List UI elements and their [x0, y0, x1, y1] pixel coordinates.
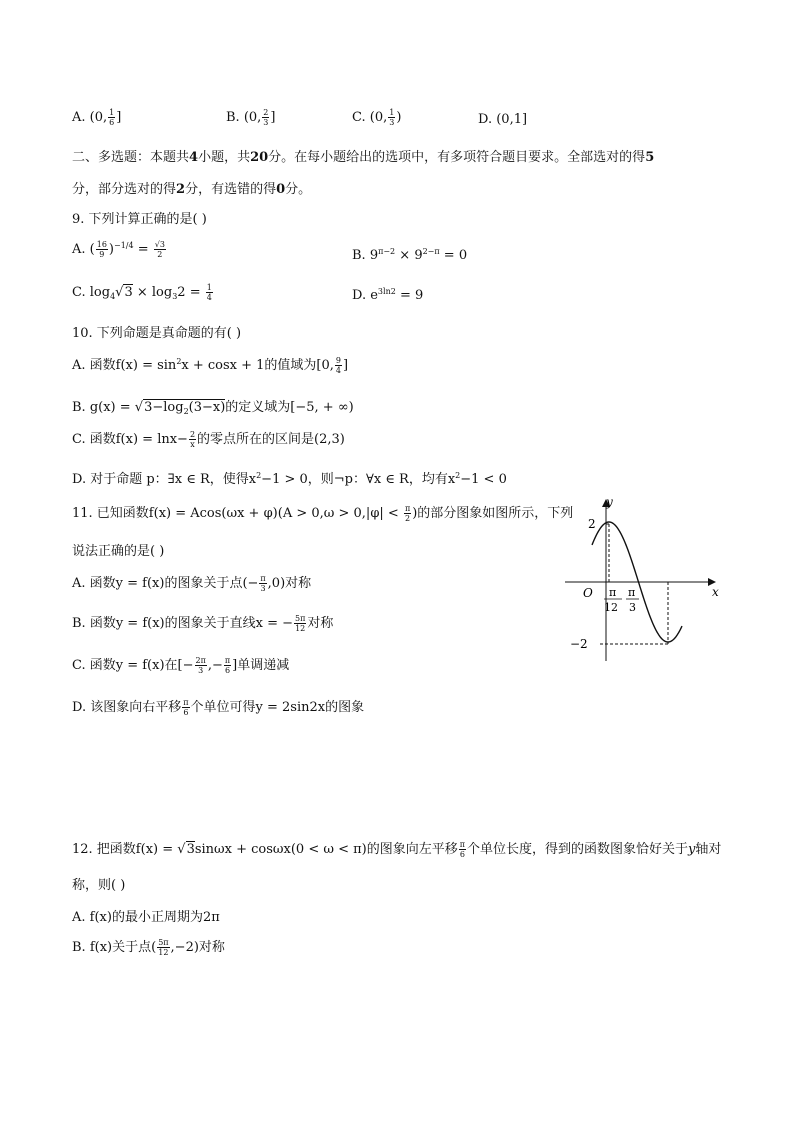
- exponent: 3ln2: [377, 287, 396, 296]
- x-axis-label: x: [712, 585, 719, 599]
- text: ]: [343, 358, 349, 373]
- denominator: 2: [157, 250, 163, 259]
- text: 对称: [307, 616, 334, 631]
- fraction: [108, 108, 115, 127]
- text: = 0: [439, 248, 468, 263]
- fraction: [157, 938, 169, 957]
- exponent: 2: [455, 471, 461, 480]
- text: (3−x): [188, 400, 226, 415]
- q9-option-c: C. $\log_4√3 \times \log_32$ = $\frac{1}{4}$: [72, 283, 212, 302]
- numerator: 2: [263, 108, 269, 117]
- denominator: 3: [263, 118, 269, 127]
- q12-option-a: A. f(x)的最小正周期为2π: [72, 910, 220, 925]
- numerator: 9: [335, 356, 342, 365]
- y-min-label: −2: [570, 637, 588, 651]
- fraction: [459, 840, 466, 859]
- fraction: [189, 430, 196, 449]
- tick-numerator: π: [609, 586, 617, 599]
- text: 11. 已知函数f(x) = Acos(ωx + φ)(A > 0,ω > 0,|φ| <: [72, 506, 403, 521]
- q9-stem: 9. 下列计算正确的是( ): [72, 212, 207, 227]
- exponent: −1/4: [114, 241, 134, 250]
- text: B. f(x)关于点(: [72, 940, 157, 955]
- text: 3−log: [144, 400, 184, 415]
- q10-option-b: B. $g(x) = √3-\log_2(3-x)$的定义域为[−5, + ∞): [72, 400, 354, 416]
- denominator: 6: [459, 850, 465, 859]
- numerator: 1: [389, 108, 395, 117]
- text: 0: [276, 182, 286, 197]
- text: D. 该图象向右平移: [72, 700, 182, 715]
- text: = 9: [395, 288, 424, 303]
- denominator: 12: [158, 948, 169, 957]
- option-d: D. (0,1]: [478, 112, 528, 127]
- q12-stem: 12. 把函数f(x) = √3sinωx + cosωx(0 < ω < π)的图象向左平移 $\frac{\pi}{6}$ 个单位长度，得到的函数图象恰好关于y轴对: [72, 840, 722, 859]
- text: sinωx + cosωx(0 < ω < π)的图象向左平移: [194, 842, 458, 857]
- text: 分。在每小题给出的选项中，有多项符合题目要求。全部选对的得: [268, 150, 646, 165]
- numerator: π: [404, 504, 411, 513]
- numerator: 2π: [195, 656, 206, 665]
- radicand: 3: [124, 285, 133, 300]
- text: ,−2)对称: [170, 940, 225, 955]
- denominator: 3: [260, 584, 266, 593]
- denominator: 4: [335, 366, 342, 375]
- text: 小题，共: [198, 150, 251, 165]
- text: ]单调递减: [232, 658, 290, 673]
- text: −1 < 0: [460, 472, 507, 487]
- text: 5: [645, 150, 655, 165]
- tick-denominator: 3: [629, 601, 636, 614]
- numerator: π: [459, 840, 465, 849]
- tick-numerator: π: [628, 586, 636, 599]
- fraction: [154, 240, 166, 259]
- subscript: 4: [110, 292, 116, 301]
- q9-option-b: [352, 248, 467, 263]
- option-label: C. (0,: [352, 110, 388, 125]
- numerator: 2: [189, 430, 196, 439]
- text: × 9: [395, 248, 423, 263]
- denominator: 9: [99, 250, 105, 259]
- option-b: [226, 108, 275, 127]
- fraction: [206, 283, 213, 302]
- y-axis-label: y: [606, 496, 613, 509]
- text: 轴对: [695, 842, 722, 857]
- text: A. (: [72, 242, 95, 257]
- text: x + cosx + 1的值域为[0,: [181, 358, 334, 373]
- option-c: [352, 108, 401, 127]
- text: 分，有选错的得: [185, 182, 277, 197]
- numerator: √3: [154, 240, 165, 249]
- option-label: B. (0,: [226, 110, 262, 125]
- text: 分，部分选对的得: [72, 182, 177, 197]
- text: 的定义域为[−5, + ∞): [225, 400, 354, 415]
- denominator: 2: [405, 514, 411, 523]
- denominator: 12: [295, 624, 306, 633]
- denominator: 3: [198, 666, 204, 675]
- section-header-line2: [72, 178, 311, 197]
- numerator: π: [224, 656, 231, 665]
- text: 个单位长度，得到的函数图象恰好关于: [467, 842, 689, 857]
- bracket: ): [396, 110, 402, 125]
- text: 的零点所在的区间是(2,3): [197, 432, 345, 447]
- text: A. 函数y = f(x)的图象关于点(−: [72, 576, 259, 591]
- denominator: 4: [206, 293, 212, 302]
- text: ,−: [207, 658, 223, 673]
- text: 12. 把函数f(x) =: [72, 842, 178, 857]
- fraction: [96, 240, 108, 259]
- fraction: [262, 108, 269, 127]
- fraction: [195, 656, 207, 675]
- text: 2: [176, 182, 186, 197]
- text: 分。: [285, 182, 312, 197]
- text: A. 函数f(x) = sin: [72, 358, 177, 373]
- q12-option-b: [72, 936, 225, 957]
- fraction: [294, 614, 306, 633]
- variable-y: y: [688, 842, 696, 857]
- text: 4: [189, 150, 199, 165]
- text: 个单位可得y = 2sin2x的图象: [190, 700, 365, 715]
- subscript: 2: [183, 407, 189, 416]
- option-a: [72, 108, 121, 127]
- radicand: 3: [186, 842, 195, 857]
- radicand: [143, 399, 225, 415]
- numerator: π: [183, 698, 189, 707]
- text: B. 9: [352, 248, 379, 263]
- q9-option-a: [72, 240, 167, 259]
- q12-stem-line2: 称，则( ): [72, 878, 126, 893]
- q11-stem: [72, 502, 573, 523]
- fraction: [224, 656, 231, 675]
- numerator: 1: [206, 283, 212, 292]
- denominator: 6: [109, 118, 115, 127]
- numerator: 5π: [158, 938, 169, 947]
- text: × log: [132, 285, 173, 300]
- bracket: ]: [270, 110, 276, 125]
- numerator: 5π: [295, 614, 306, 623]
- text: ,0)对称: [267, 576, 312, 591]
- bracket: ]: [116, 110, 122, 125]
- text: D. e: [352, 288, 378, 303]
- denominator: 3: [389, 118, 395, 127]
- exponent: π−2: [378, 247, 396, 256]
- q10-option-d: [72, 468, 507, 487]
- numerator: π: [260, 574, 266, 583]
- origin-label: O: [583, 586, 593, 600]
- text: 20: [250, 150, 269, 165]
- q11-option-a: [72, 572, 311, 593]
- exponent: 2−π: [422, 247, 440, 256]
- denominator: 6: [183, 708, 189, 717]
- numerator: 16: [96, 240, 107, 249]
- q11-stem-line2: 说法正确的是( ): [72, 544, 165, 559]
- text: C. log: [72, 285, 111, 300]
- text: C. 函数y = f(x)在[−: [72, 658, 194, 673]
- q10-stem: 10. 下列命题是真命题的有( ): [72, 326, 242, 341]
- exponent: 2: [256, 471, 262, 480]
- text: B. 函数y = f(x)的图象关于直线x = −: [72, 616, 293, 631]
- section-header-line1: [72, 146, 654, 165]
- numerator: 1: [109, 108, 115, 117]
- exponent: 2: [176, 357, 182, 366]
- fraction: [404, 504, 411, 523]
- text: =: [133, 242, 153, 257]
- y-max-label: 2: [588, 517, 596, 531]
- q10-option-a: [72, 354, 348, 375]
- text: 2 =: [177, 285, 205, 300]
- text: 二、多选题：本题共: [72, 150, 190, 165]
- tick-label-pi-3: [626, 586, 639, 614]
- tick-label-pi-12: [604, 586, 622, 614]
- q10-option-c: [72, 428, 345, 449]
- q11-option-d: [72, 696, 364, 717]
- q11-option-b: [72, 612, 333, 633]
- denominator: x: [190, 440, 195, 449]
- subscript: 3: [172, 292, 178, 301]
- text: D. 对于命题 p：∃x ∈ R，使得x: [72, 472, 257, 487]
- fraction: [388, 108, 395, 127]
- fraction: [182, 698, 189, 717]
- q11-option-c: [72, 654, 289, 675]
- text: B. g(x) =: [72, 400, 135, 415]
- text: C. 函数f(x) = lnx−: [72, 432, 188, 447]
- option-label: A. (0,: [72, 110, 108, 125]
- text: −1 > 0，则¬p：∀x ∈ R，均有x: [261, 472, 456, 487]
- text: )的部分图象如图所示，下列: [412, 506, 574, 521]
- cosine-graph: [560, 496, 730, 666]
- q9-option-d: [352, 288, 423, 303]
- denominator: 6: [224, 666, 231, 675]
- text: ): [108, 242, 114, 257]
- fraction: [259, 574, 266, 593]
- tick-denominator: 12: [604, 601, 618, 614]
- fraction: [335, 356, 342, 375]
